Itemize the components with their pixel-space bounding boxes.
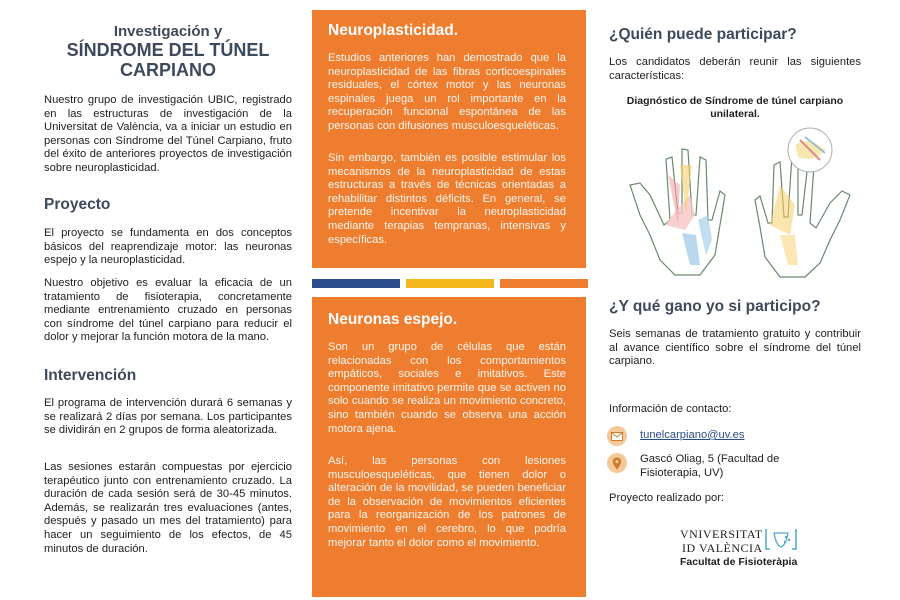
divider-bar-navy xyxy=(312,279,400,288)
quien-text: Los candidatos deberán reunir las siguientes características: xyxy=(609,56,861,82)
email-icon xyxy=(607,426,627,446)
realizado-label: Proyecto realizado por: xyxy=(609,492,725,504)
neuronas-espejo-paragraph-2: Así, las personas con lesiones musculoesqueléticas, que tienen dolor o alteración de la movilidad, se pueden beneficiar de la observación de movimientos eficientes para la reorganización de los patrones de movimiento en el cerebro, lo que podría mejorar tanto el dolor como el movimiento. xyxy=(328,455,566,549)
proyecto-paragraph-1: El proyecto se fundamenta en dos conceptos básicos del reaprendizaje motor: las neuronas espejo y la neuroplasticidad. xyxy=(44,227,292,267)
page-title: SÍNDROME DEL TÚNEL CARPIANO xyxy=(66,40,270,80)
logo-line-2: ID VALÈNCIA xyxy=(682,541,763,555)
location-icon xyxy=(607,453,627,473)
contacto-label: Información de contacto: xyxy=(609,403,732,415)
divider-bar-yellow xyxy=(406,279,494,288)
neuroplasticidad-box xyxy=(312,10,586,268)
proyecto-paragraph-2: Nuestro objetivo es evaluar la eficacia de un tratamiento de fisioterapia, concretamente mediante entrenamiento cruzado en personas con síndrome del túnel carpiano para reducir el dolor y mejorar la función motora de la mano. xyxy=(44,277,292,344)
proyecto-heading: Proyecto xyxy=(44,196,111,213)
intro-paragraph: Nuestro grupo de investigación UBIC, registrado en las estructuras de investigación de la Universitat de València, va a iniciar un estudio en personas con Síndrome del Túnel Carpiano, fruto del éxito de anteriores proyectos de investigación sobre neuroplasticidad. xyxy=(44,94,292,174)
intervencion-paragraph-1: El programa de intervención durará 6 semanas y se realizará 2 días por semana. Los participantes se dividirán en 2 grupos de forma aleatorizada. xyxy=(44,397,292,437)
intervencion-paragraph-2: Las sesiones estarán compuestas por ejercicio terapéutico junto con entrenamiento cruzado. La duración de cada sesión será de 30-45 minutos. Además, se realizarán tres evaluaciones (antes, después y pasado un mes del tratamiento) para hacer un seguimiento de los efectos, de 45 minutos de duración. xyxy=(44,461,292,555)
logo-line-1: VNIVERSITAT xyxy=(680,527,763,541)
gano-text: Seis semanas de tratamiento gratuito y contribuir al avance científico sobre el síndrome del túnel carpiano. xyxy=(609,328,861,368)
logo-line-3: Facultat de Fisioteràpia xyxy=(680,556,798,568)
title-line1: Investigación y xyxy=(113,23,223,40)
neuronas-espejo-box xyxy=(312,297,586,597)
logo-emblem-icon xyxy=(764,527,798,553)
neuroplasticidad-heading: Neuroplasticidad. xyxy=(328,22,459,39)
neuroplasticidad-paragraph-2: Sin embargo, también es posible estimular los mecanismos de la neuroplasticidad de estas estructuras a través de técnicas orientadas a rehabilitar distintos déficits. En general, se pretende incentivar la neuroplasticidad mediante terapias tempranas, intensivas y específicas. xyxy=(328,152,566,246)
quien-heading: ¿Quién puede participar? xyxy=(609,26,797,43)
divider-bar-orange xyxy=(500,279,588,288)
neuronas-espejo-heading: Neuronas espejo. xyxy=(328,311,458,328)
intervencion-heading: Intervención xyxy=(44,367,137,384)
email-link[interactable]: tunelcarpiano@uv.es xyxy=(640,429,745,441)
address-text: Gascó Oliag, 5 (Facultad de Fisioterapia, UV) xyxy=(640,453,780,479)
gano-heading: ¿Y qué gano yo si participo? xyxy=(609,298,821,315)
neuroplasticidad-paragraph-1: Estudios anteriores han demostrado que la neuroplasticidad de las fibras corticoespinales residuales, el córtex motor y las neuronas espinales juega un rol importante en la recuperación funcional espontánea de las personas con difusiones musculoesqueléticas. xyxy=(328,52,566,132)
university-logo xyxy=(680,527,860,571)
hand-illustration xyxy=(620,125,860,285)
neuronas-espejo-paragraph-1: Son un grupo de células que están relacionadas con los comportamientos empáticos, sociales e imitativos. Este componente imitativo permite que se activen no solo cuando se realiza un movimiento concreto, sino también cuando se observa una acción motora ajena. xyxy=(328,341,566,435)
diagnostico-text: Diagnóstico de Síndrome de túnel carpiano unilateral. xyxy=(626,95,844,120)
